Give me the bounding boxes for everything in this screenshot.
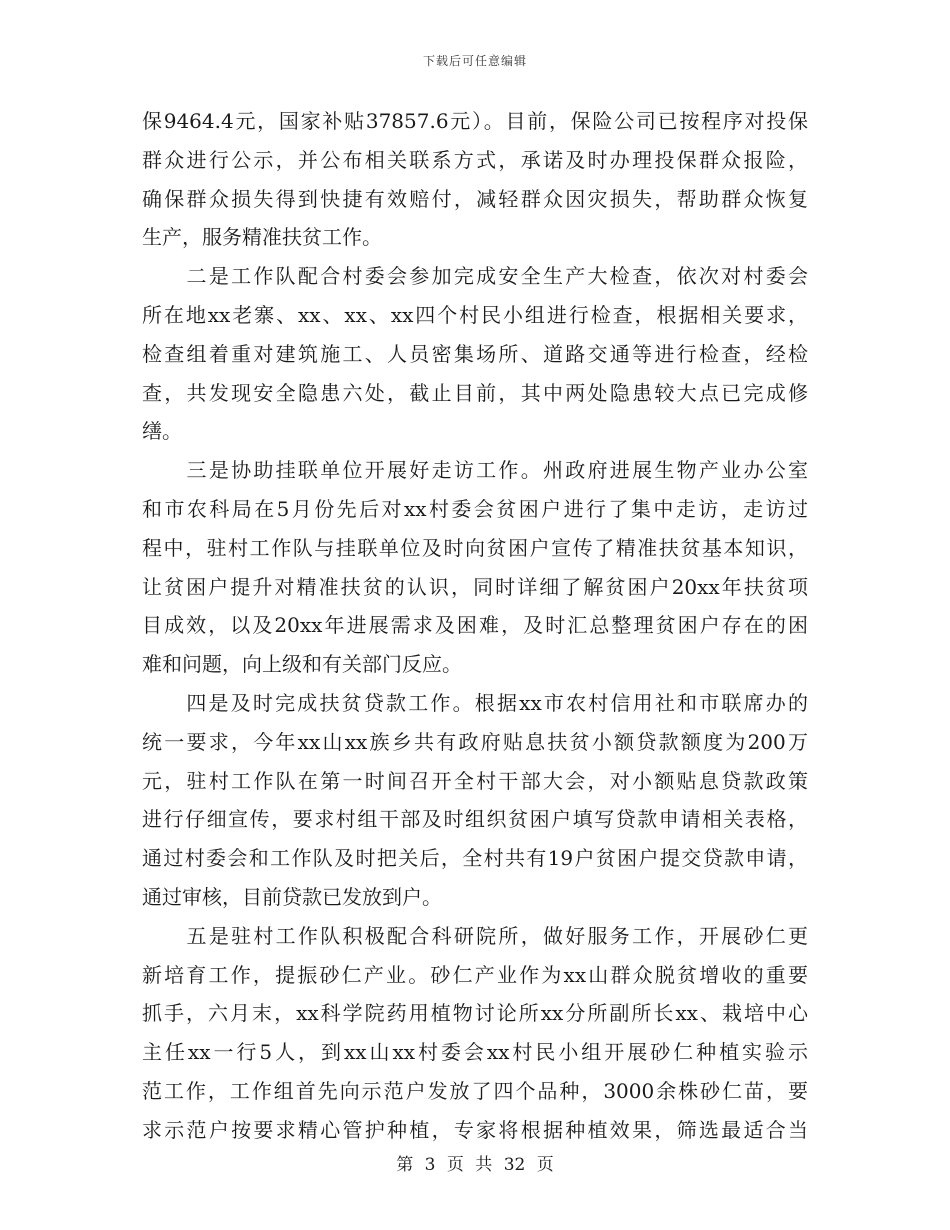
text-line: 保9464.4元，国家补贴37857.6元）。目前，保险公司已按程序对投保 bbox=[142, 109, 808, 133]
text-line: 五是驻村工作队积极配合科研院所，做好服务工作，开展砂仁更 bbox=[142, 923, 808, 948]
text-line: 主任xx一行5人，到xx山xx村委会xx村民小组开展砂仁种植实验示 bbox=[142, 1040, 808, 1065]
text-line: 抓手，六月末，xx科学院药用植物讨论所xx分所副所长xx、栽培中心 bbox=[142, 1001, 808, 1026]
text-line: 群众进行公示，并公布相关联系方式，承诺及时办理投保群众报险， bbox=[142, 147, 808, 172]
text-line: 程中，驻村工作队与挂联单位及时向贫困户宣传了精准扶贫基本知识， bbox=[142, 535, 808, 560]
text-line: 检查组着重对建筑施工、人员密集场所、道路交通等进行检查，经检 bbox=[142, 341, 808, 366]
text-line: 难和问题，向上级和有关部门反应。 bbox=[142, 652, 462, 677]
text-line: 和市农科局在5月份先后对xx村委会贫困户进行了集中走访，走访过 bbox=[142, 496, 808, 521]
text-line: 统一要求，今年xx山xx族乡共有政府贴息扶贫小额贷款额度为200万 bbox=[142, 729, 808, 754]
page-header: 下载后可任意编辑 bbox=[422, 54, 527, 68]
text-line: 生产，服务精准扶贫工作。 bbox=[142, 225, 382, 250]
text-line: 元，驻村工作队在第一时间召开全村干部大会，对小额贴息贷款政策 bbox=[142, 768, 808, 793]
text-line: 四是及时完成扶贫贷款工作。根据xx市农村信用社和市联席办的 bbox=[142, 690, 808, 715]
text-line: 二是工作队配合村委会参加完成安全生产大检查，依次对村委会 bbox=[142, 264, 808, 289]
text-line: 新培育工作，提振砂仁产业。砂仁产业作为xx山群众脱贫增收的重要 bbox=[142, 962, 808, 987]
text-line: 求示范户按要求精心管护种植，专家将根据种植效果，筛选最适合当 bbox=[142, 1117, 808, 1142]
text-line: 查，共发现安全隐患六处，截止目前，其中两处隐患较大点已完成修 bbox=[142, 380, 808, 405]
text-line: 进行仔细宣传，要求村组干部及时组织贫困户填写贷款申请相关表格， bbox=[142, 807, 808, 832]
text-line: 通过审核，目前贷款已发放到户。 bbox=[142, 884, 442, 909]
text-line: 缮。 bbox=[142, 419, 182, 444]
page-number-footer: 第 3 页 共 32 页 bbox=[396, 1155, 554, 1175]
text-line: 范工作，工作组首先向示范户发放了四个品种，3000余株砂仁苗，要 bbox=[142, 1078, 808, 1103]
text-line: 所在地xx老寨、xx、xx、xx四个村民小组进行检查，根据相关要求， bbox=[142, 302, 808, 327]
document-body bbox=[142, 102, 808, 1150]
text-line: 确保群众损失得到快捷有效赔付，减轻群众因灾损失，帮助群众恢复 bbox=[142, 186, 808, 211]
text-line: 让贫困户提升对精准扶贫的认识，同时详细了解贫困户20xx年扶贫项 bbox=[142, 574, 808, 599]
text-line: 通过村委会和工作队及时把关后，全村共有19户贫困户提交贷款申请， bbox=[142, 846, 808, 871]
text-line: 三是协助挂联单位开展好走访工作。州政府进展生物产业办公室 bbox=[142, 458, 808, 483]
text-line: 目成效，以及20xx年进展需求及困难，及时汇总整理贫困户存在的困 bbox=[142, 613, 808, 638]
